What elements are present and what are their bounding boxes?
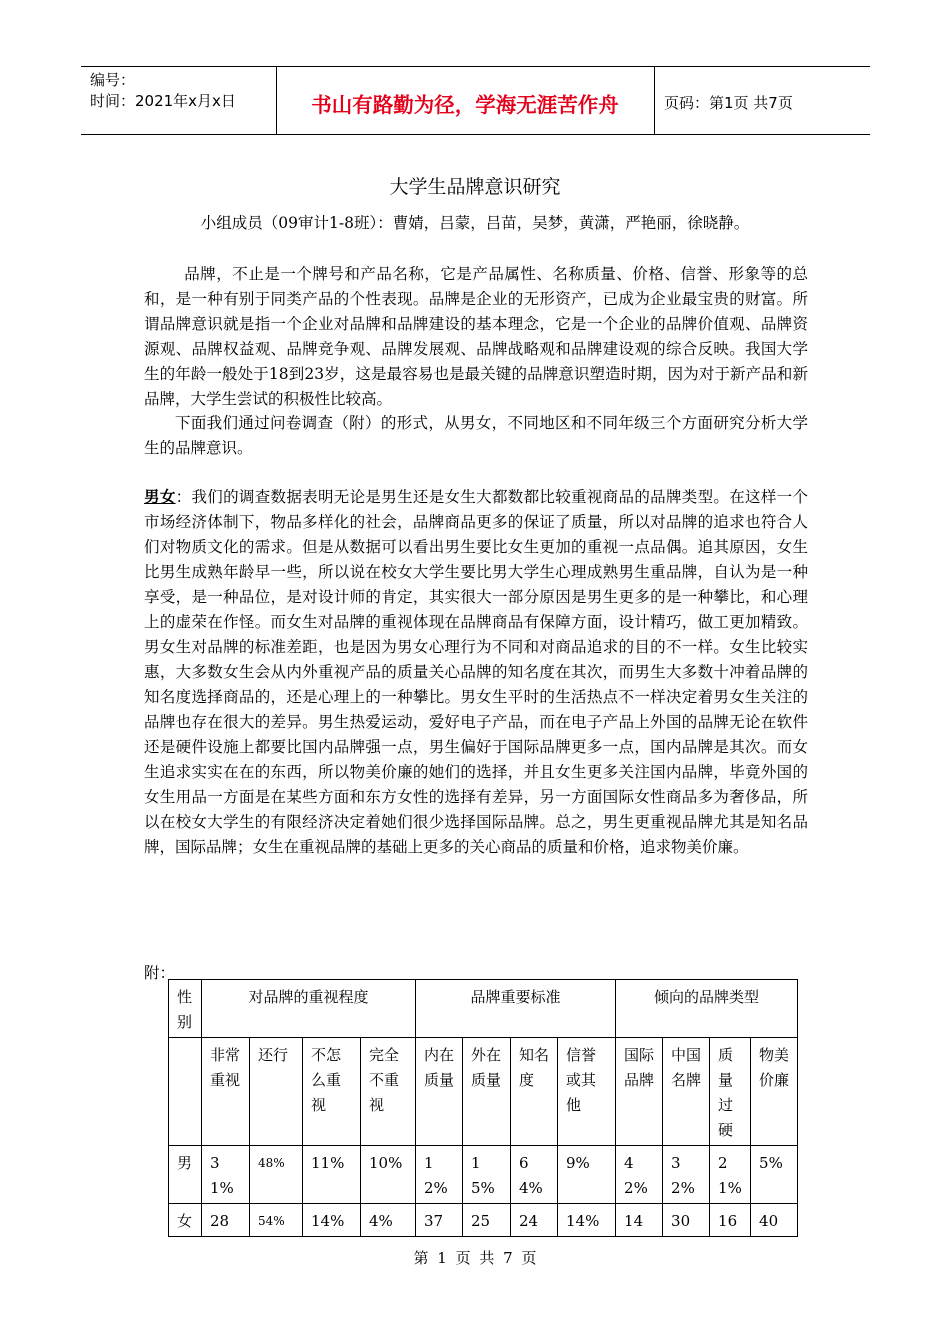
table-row-gender: 女 (169, 1204, 202, 1237)
table-group-header: 倾向的品牌类型 (616, 980, 798, 1038)
table-cell: 14% (303, 1204, 361, 1237)
table-cell: 48% (250, 1146, 303, 1204)
table-cell: 12% (416, 1146, 463, 1204)
table-cell: 4% (361, 1204, 416, 1237)
header-date: 时间：2021年x月x日 (90, 92, 236, 110)
table-column-header: 中国名牌 (663, 1038, 710, 1146)
table-cell: 37 (416, 1204, 463, 1237)
table-header-row (169, 980, 798, 1038)
table-column-header: 非常重视 (202, 1038, 250, 1146)
header-top-rule (81, 66, 870, 67)
table-column-header: 知名度 (511, 1038, 558, 1146)
header-serial: 编号： (90, 71, 136, 89)
table-cell: 31% (202, 1146, 250, 1204)
gender-analysis-text: ：我们的调查数据表明无论是男生还是女生大都数都比较重视商品的品牌类型。在这样一个市场经济体制下，物品多样化的社会，品牌商品更多的保证了质量，所以对品牌的追求也符合人们对物质文化的需求。但是从数据可以看出男生要比女生更加的重视一点品偶。追其原因，女生比男生成熟年龄早一些，所以说在校女大学生要比男大学生心理成熟男生重品牌，自认为是一种享受，是一种品位，是对设计师的肯定，其实很大一部分原因是男生更多的是一种攀比，和心理上的虚荣在作怪。而女生对品牌的重视体现在品牌商品有保障方面，设计精巧，做工更加精致。男女生对品牌的标准差距，也是因为男女心理行为不同和对商品追求的目的不一样。女生比较实惠，大多数女生会从内外重视产品的质量关心品牌的知名度在其次，而男生大多数十冲着品牌的知名度选择商品的，还是心理上的一种攀比。男女生平时的生活热点不一样决定着男女生关注的品牌也存在很大的差异。男生热爱运动，爱好电子产品，而在电子产品上外国的品牌无论在软件还是硬件设施上都要比国内品牌强一点，男生偏好于国际品牌更多一点，国内品牌是其次。而女生追求实实在在的东西，所以物美价廉的她们的选择，并且女生更多关注国内品牌，毕竟外国的女生用品一方面是在某些方面和东方女性的选择有差异，另一方面国际女性商品多为奢侈品，所以在校女大学生的有限经济决定着她们很少选择国际品牌。总之，男生更重视品牌尤其是知名品牌，国际品牌；女生在重视品牌的基础上更多的关心商品的质量和价格，追求物美价廉。 (144, 488, 808, 856)
table-row (169, 1204, 798, 1237)
table-cell: 54% (250, 1204, 303, 1237)
table-column-header: 物美价廉 (751, 1038, 798, 1146)
header-motto: 书山有路勤为径，学海无涯苦作舟 (311, 93, 619, 117)
appendix-label: 附： (144, 964, 176, 982)
table-cell: 25 (463, 1204, 511, 1237)
table-cell: 32% (663, 1146, 710, 1204)
table-column-header: 完全不重视 (361, 1038, 416, 1146)
table-subheader-row (169, 1038, 798, 1146)
gender-analysis-paragraph (144, 484, 808, 860)
section-lead-gender: 男女 (144, 487, 176, 506)
table-cell: 15% (463, 1146, 511, 1204)
table-column-header: 外在质量 (463, 1038, 511, 1146)
table-column-header: 国际品牌 (616, 1038, 663, 1146)
table-column-header: 内在质量 (416, 1038, 463, 1146)
table-row-gender: 男 (169, 1146, 202, 1204)
table-cell: 11% (303, 1146, 361, 1204)
intro-paragraph: 品牌，不止是一个牌号和产品名称，它是产品属性、名称质量、价格、信誉、形象等的总和，是一种有别于同类产品的个性表现。品牌是企业的无形资产，已成为企业最宝贵的财富。所谓品牌意识就是指一个企业对品牌和品牌建设的基本理念，它是一个企业的品牌价值观、品牌资源观、品牌权益观、品牌竞争观、品牌发展观、品牌战略观和品牌建设观的综合反映。我国大学生的年龄一般处于18到23岁，这是最容易也是最关键的品牌意识塑造时期，因为对于新产品和新品牌，大学生尝试的积极性比较高。 (144, 265, 808, 408)
group-members: 小组成员（09审计1-8班）：曹婧，吕蒙，吕苗，吴梦，黄潇，严艳丽，徐晓静。 (200, 214, 750, 232)
table-cell: 21% (710, 1146, 751, 1204)
table-cell: 40 (751, 1204, 798, 1237)
table-column-header: 信誉或其他 (558, 1038, 616, 1146)
table-cell: 10% (361, 1146, 416, 1204)
table-cell: 64% (511, 1146, 558, 1204)
table-group-header: 品牌重要标准 (416, 980, 616, 1038)
table-cell: 16 (710, 1204, 751, 1237)
table-header-gender: 性别 (169, 980, 202, 1038)
table-column-header: 质量过硬 (710, 1038, 751, 1146)
table-cell: 5% (751, 1146, 798, 1204)
table-cell: 42% (616, 1146, 663, 1204)
table-column-header: 还行 (250, 1038, 303, 1146)
survey-table (168, 979, 798, 1237)
table-cell: 14% (558, 1204, 616, 1237)
header-bottom-rule (81, 134, 870, 135)
table-column-header: 不怎么重视 (303, 1038, 361, 1146)
table-cell: 30 (663, 1204, 710, 1237)
method-paragraph: 下面我们通过问卷调查（附）的形式，从男女，不同地区和不同年级三个方面研究分析大学生的品牌意识。 (144, 414, 808, 457)
table-cell: 24 (511, 1204, 558, 1237)
table-cell: 9% (558, 1146, 616, 1204)
table-cell-empty (169, 1038, 202, 1146)
header-meta (90, 70, 236, 112)
header-divider-right (654, 67, 655, 134)
document-title: 大学生品牌意识研究 (389, 176, 561, 198)
page-footer: 第 1 页 共 7 页 (413, 1249, 537, 1267)
table-cell: 14 (616, 1204, 663, 1237)
table-row (169, 1146, 798, 1204)
table-cell: 28 (202, 1204, 250, 1237)
header-page-info: 页码：第1页 共7页 (664, 94, 793, 112)
table-group-header: 对品牌的重视程度 (202, 980, 416, 1038)
